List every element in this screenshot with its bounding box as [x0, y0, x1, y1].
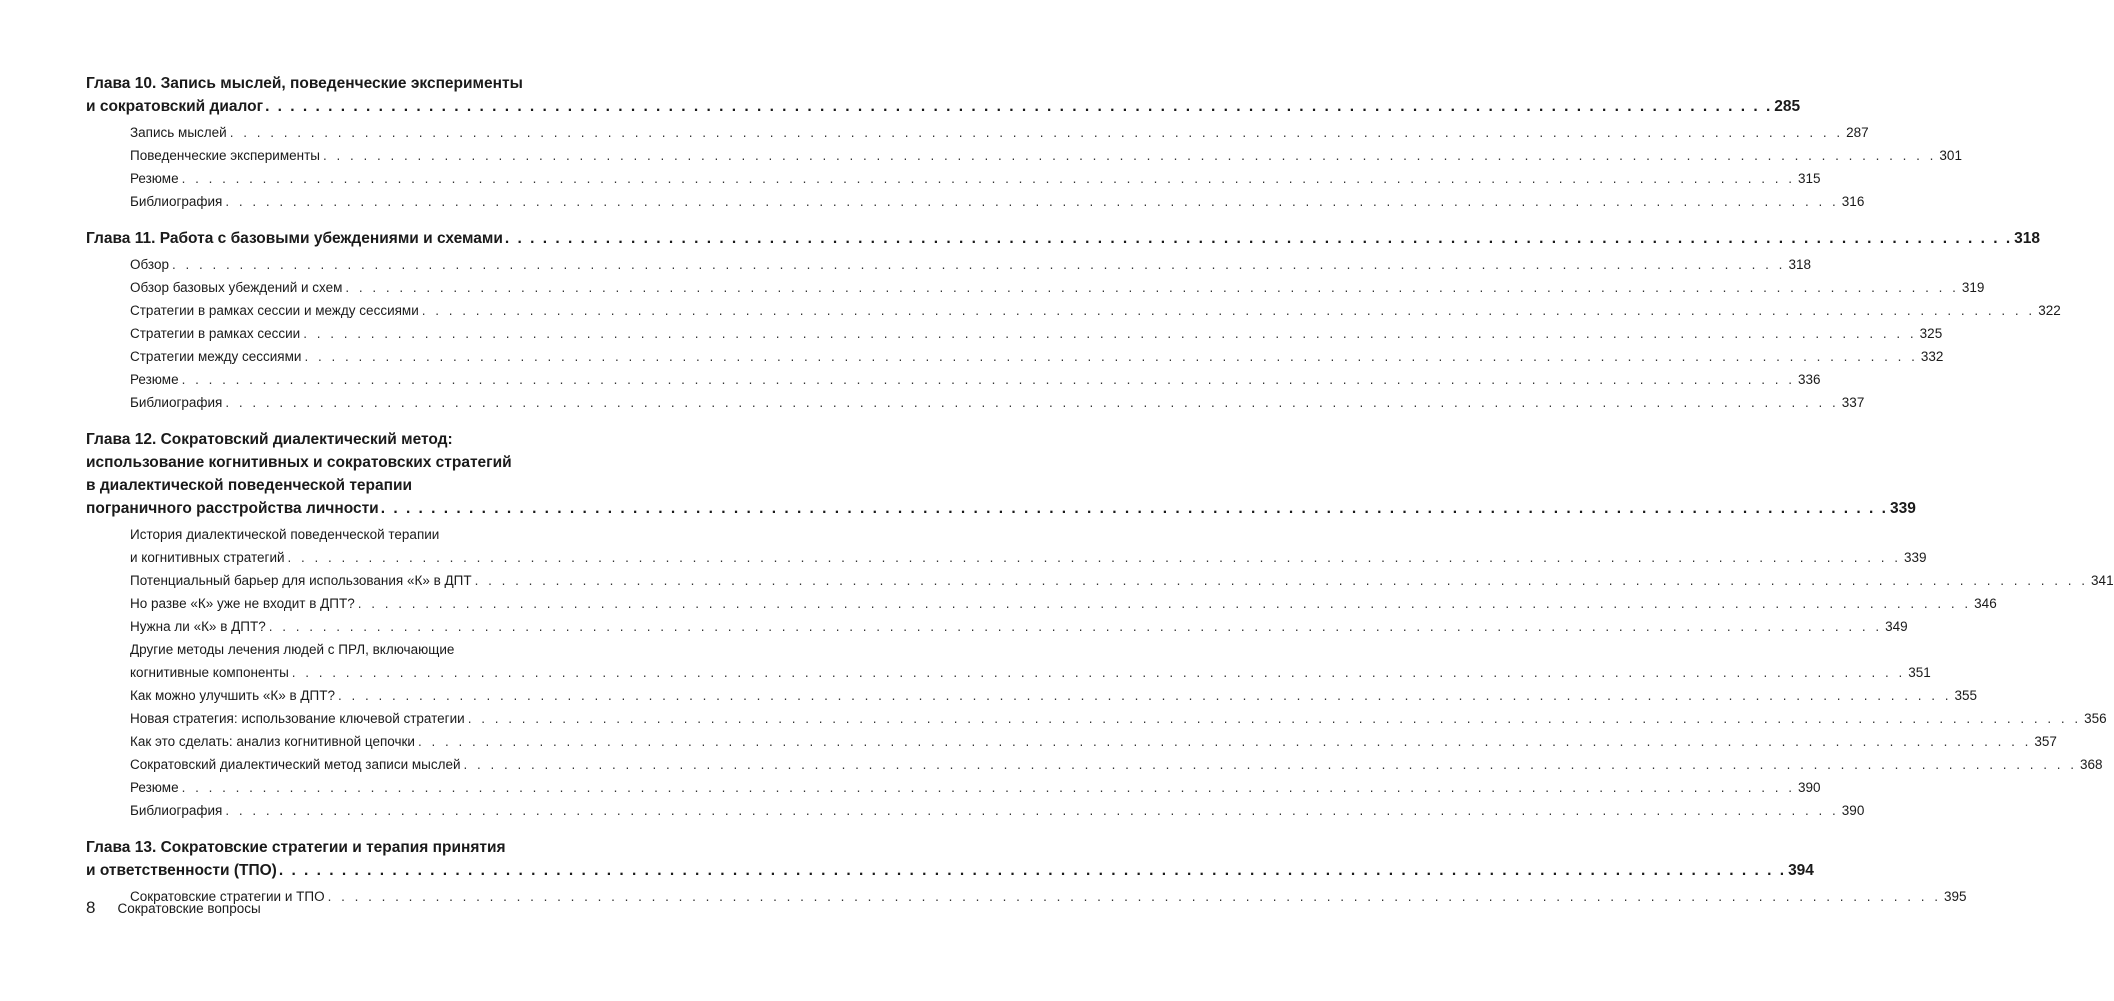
entry-title-text: Сократовский диалектический метод записи мыслей — [130, 757, 461, 772]
entry-page-number: 339 — [1903, 550, 1927, 565]
toc-entry — [130, 799, 1865, 822]
chapter-page-number: 339 — [1889, 500, 1916, 517]
entry-title-text: Обзор — [130, 257, 169, 272]
entry-page-number: 346 — [1974, 596, 1997, 611]
dot-leader: . . . . . . . . . . . . . . . . . . . . . . . . . . . . . . . . . . . . . . . . . . . . . . . . . . . . . . . . . . . . . . . . . . . . . . . . . . . . . . . . . . . . . . . . . . . . . . . . . . . . . . . . . . . . . . . . . . . . . . . . — [265, 98, 1773, 115]
toc-entry — [130, 276, 1985, 299]
chapter-page-number: 318 — [2014, 230, 2041, 247]
entry-page-number: 357 — [2034, 734, 2057, 749]
entry-page-number: 351 — [1908, 665, 1931, 680]
entry-page-number: 332 — [1920, 349, 1944, 364]
toc-entry — [130, 730, 2057, 753]
dot-leader: . . . . . . . . . . . . . . . . . . . . . . . . . . . . . . . . . . . . . . . . . . . . . . . . . . . . . . . . . . . . . . . . . . . . . . . . . . . . . . . . . . . . . . . . . . . . . . . . . . . . . . . . . . . . . . . . . . . . . . . . — [474, 573, 2089, 588]
entry-page-number: 287 — [1846, 125, 1869, 140]
toc-entry — [130, 776, 1821, 799]
dot-leader: . . . . . . . . . . . . . . . . . . . . . . . . . . . . . . . . . . . . . . . . . . . . . . . . . . . . . . . . . . . . . . . . . . . . . . . . . . . . . . . . . . . . . . . . . . . . . . . . . . . . . . . . . . . . . . . . . . . . . . . . — [357, 596, 1972, 611]
entry-title-text: Сократовские стратегии и ТПО — [130, 889, 325, 904]
entry-title-row — [130, 167, 1821, 190]
entry-title-row — [130, 322, 1943, 345]
entry-title-text: Библиография — [130, 395, 223, 410]
chapter-title-line: Глава 10. Запись мыслей, поведенческие эксперименты — [86, 75, 523, 92]
dot-leader: . . . . . . . . . . . . . . . . . . . . . . . . . . . . . . . . . . . . . . . . . . . . . . . . . . . . . . . . . . . . . . . . . . . . . . . . . . . . . . . . . . . . . . . . . . . . . . . . . . . . . . . . . . . . . . . . . . . . . . . . — [229, 125, 1844, 140]
page-number: 8 — [86, 898, 96, 917]
entry-title-text: Библиография — [130, 803, 223, 818]
entry-title-row — [130, 684, 1977, 707]
dot-leader: . . . . . . . . . . . . . . . . . . . . . . . . . . . . . . . . . . . . . . . . . . . . . . . . . . . . . . . . . . . . . . . . . . . . . . . . . . . . . . . . . . . . . . . . . . . . . . . . . . . . . . . . . . . . . . . . . . . . . . . . — [338, 688, 1952, 703]
entry-page-number: 319 — [1961, 280, 1985, 295]
toc-entry — [130, 615, 1908, 638]
dot-leader: . . . . . . . . . . . . . . . . . . . . . . . . . . . . . . . . . . . . . . . . . . . . . . . . . . . . . . . . . . . . . . . . . . . . . . . . . . . . . . . . . . . . . . . . . . . . . . . . . . . . . . . . . . . . . . . . . . . . . . . . — [278, 862, 1787, 879]
entry-page-number: 337 — [1841, 395, 1865, 410]
toc-entry — [130, 638, 1931, 684]
chapter-title-row — [86, 95, 1801, 118]
chapter-title-row — [86, 859, 1814, 882]
chapter-title-line: использование когнитивных и сократовских стратегий — [86, 454, 512, 471]
toc-entry — [130, 592, 1997, 615]
entry-page-number: 356 — [2084, 711, 2107, 726]
dot-leader: . . . . . . . . . . . . . . . . . . . . . . . . . . . . . . . . . . . . . . . . . . . . . . . . . . . . . . . . . . . . . . . . . . . . . . . . . . . . . . . . . . . . . . . . . . . . . . . . . . . . . . . . . . . . . . . . . . . . . . . . — [380, 500, 1888, 517]
section-list — [130, 523, 2114, 822]
entry-title-row — [130, 144, 1962, 167]
entry-title-row — [130, 799, 1865, 822]
entry-page-number: 349 — [1885, 619, 1908, 634]
entry-page-number: 390 — [1841, 803, 1865, 818]
entry-title-text: Стратегии в рамках сессии — [130, 326, 301, 341]
entry-page-number: 315 — [1798, 171, 1821, 186]
chapter-title-text: Глава 11. Работа с базовыми убеждениями и схемами — [86, 230, 503, 247]
chapter-title-line: Глава 13. Сократовские стратегии и терапия принятия — [86, 839, 506, 856]
entry-title-row — [130, 345, 1944, 368]
entry-title-row — [130, 391, 1865, 414]
section-list — [130, 121, 1962, 213]
dot-leader: . . . . . . . . . . . . . . . . . . . . . . . . . . . . . . . . . . . . . . . . . . . . . . . . . . . . . . . . . . . . . . . . . . . . . . . . . . . . . . . . . . . . . . . . . . . . . . . . . . . . . . . . . . . . . . . . . . . . . . . . — [225, 194, 1839, 209]
dot-leader: . . . . . . . . . . . . . . . . . . . . . . . . . . . . . . . . . . . . . . . . . . . . . . . . . . . . . . . . . . . . . . . . . . . . . . . . . . . . . . . . . . . . . . . . . . . . . . . . . . . . . . . . . . . . . . . . . . . . . . . . — [181, 171, 1796, 186]
toc-chapter — [86, 72, 1962, 213]
toc-entry — [130, 391, 1865, 414]
chapter-page-number: 285 — [1774, 98, 1801, 115]
toc-chapter — [86, 428, 2114, 822]
dot-leader: . . . . . . . . . . . . . . . . . . . . . . . . . . . . . . . . . . . . . . . . . . . . . . . . . . . . . . . . . . . . . . . . . . . . . . . . . . . . . . . . . . . . . . . . . . . . . . . . . . . . . . . . . . . . . . . . . . . . . . . . — [463, 757, 2077, 772]
toc-entry — [130, 345, 1944, 368]
dot-leader: . . . . . . . . . . . . . . . . . . . . . . . . . . . . . . . . . . . . . . . . . . . . . . . . . . . . . . . . . . . . . . . . . . . . . . . . . . . . . . . . . . . . . . . . . . . . . . . . . . . . . . . . . . . . . . . . . . . . . . . . — [322, 148, 1937, 163]
section-list — [130, 253, 2061, 414]
entry-title-text: Как это сделать: анализ когнитивной цепочки — [130, 734, 415, 749]
entry-title-line: Другие методы лечения людей с ПРЛ, включающие — [130, 642, 455, 657]
toc-entry — [130, 121, 1869, 144]
entry-title-text: Обзор базовых убеждений и схем — [130, 280, 343, 295]
chapter-title-line: Глава 12. Сократовский диалектический метод: — [86, 431, 453, 448]
entry-title-text: Новая стратегия: использование ключевой стратегии — [130, 711, 465, 726]
entry-page-number: 336 — [1798, 372, 1821, 387]
toc-entry — [130, 368, 1821, 391]
entry-page-number: 301 — [1939, 148, 1962, 163]
entry-page-number: 368 — [2079, 757, 2103, 772]
dot-leader: . . . . . . . . . . . . . . . . . . . . . . . . . . . . . . . . . . . . . . . . . . . . . . . . . . . . . . . . . . . . . . . . . . . . . . . . . . . . . . . . . . . . . . . . . . . . . . . . . . . . . . . . . . . . . . . . . . . . . . . . — [345, 280, 1959, 295]
running-title: Сократовские вопросы — [117, 901, 261, 916]
chapter-title-line: в диалектической поведенческой терапии — [86, 477, 413, 494]
entry-title-row — [130, 569, 2114, 592]
dot-leader: . . . . . . . . . . . . . . . . . . . . . . . . . . . . . . . . . . . . . . . . . . . . . . . . . . . . . . . . . . . . . . . . . . . . . . . . . . . . . . . . . . . . . . . . . . . . . . . . . . . . . . . . . . . . . . . . . . . . . . . . — [304, 349, 1918, 364]
entry-title-row — [130, 190, 1865, 213]
entry-page-number: 325 — [1919, 326, 1943, 341]
entry-title-text: Как можно улучшить «К» в ДПТ? — [130, 688, 336, 703]
dot-leader: . . . . . . . . . . . . . . . . . . . . . . . . . . . . . . . . . . . . . . . . . . . . . . . . . . . . . . . . . . . . . . . . . . . . . . . . . . . . . . . . . . . . . . . . . . . . . . . . . . . . . . . . . . . . . . . . . . . . . . . . — [504, 230, 2013, 247]
toc-entry — [130, 299, 2061, 322]
entry-title-row — [130, 368, 1821, 391]
chapter-title-row — [86, 497, 1916, 520]
toc-entry — [130, 190, 1865, 213]
chapter-title-text: и сократовский диалог — [86, 98, 264, 115]
entry-title-row — [130, 707, 2107, 730]
dot-leader: . . . . . . . . . . . . . . . . . . . . . . . . . . . . . . . . . . . . . . . . . . . . . . . . . . . . . . . . . . . . . . . . . . . . . . . . . . . . . . . . . . . . . . . . . . . . . . . . . . . . . . . . . . . . . . . . . . . . . . . . — [421, 303, 2036, 318]
entry-title-row — [130, 753, 2103, 776]
entry-title-row — [130, 615, 1908, 638]
toc-entry — [130, 569, 2114, 592]
entry-title-row — [130, 253, 1811, 276]
dot-leader: . . . . . . . . . . . . . . . . . . . . . . . . . . . . . . . . . . . . . . . . . . . . . . . . . . . . . . . . . . . . . . . . . . . . . . . . . . . . . . . . . . . . . . . . . . . . . . . . . . . . . . . . . . . . . . . . . . . . . . . . — [172, 257, 1786, 272]
toc-entry — [130, 144, 1962, 167]
dot-leader: . . . . . . . . . . . . . . . . . . . . . . . . . . . . . . . . . . . . . . . . . . . . . . . . . . . . . . . . . . . . . . . . . . . . . . . . . . . . . . . . . . . . . . . . . . . . . . . . . . . . . . . . . . . . . . . . . . . . . . . . — [268, 619, 1883, 634]
entry-title-row — [130, 776, 1821, 799]
chapter-page-number: 394 — [1788, 862, 1814, 879]
toc-entry — [130, 253, 1811, 276]
toc-entry — [130, 684, 1977, 707]
chapter-title-text: пограничного расстройства личности — [86, 500, 379, 517]
dot-leader: . . . . . . . . . . . . . . . . . . . . . . . . . . . . . . . . . . . . . . . . . . . . . . . . . . . . . . . . . . . . . . . . . . . . . . . . . . . . . . . . . . . . . . . . . . . . . . . . . . . . . . . . . . . . . . . . . . . . . . . . — [181, 372, 1796, 387]
entry-title-text: когнитивные компоненты — [130, 665, 289, 680]
entry-title-row — [130, 592, 1997, 615]
entry-title-row — [130, 276, 1985, 299]
entry-page-number: 395 — [1944, 889, 1967, 904]
toc-entry — [130, 167, 1821, 190]
entry-page-number: 355 — [1954, 688, 1977, 703]
dot-leader: . . . . . . . . . . . . . . . . . . . . . . . . . . . . . . . . . . . . . . . . . . . . . . . . . . . . . . . . . . . . . . . . . . . . . . . . . . . . . . . . . . . . . . . . . . . . . . . . . . . . . . . . . . . . . . . . . . . . . . . . — [181, 780, 1796, 795]
dot-leader: . . . . . . . . . . . . . . . . . . . . . . . . . . . . . . . . . . . . . . . . . . . . . . . . . . . . . . . . . . . . . . . . . . . . . . . . . . . . . . . . . . . . . . . . . . . . . . . . . . . . . . . . . . . . . . . . . . . . . . . . — [417, 734, 2032, 749]
entry-title-row — [130, 661, 1931, 684]
entry-title-row — [130, 121, 1869, 144]
page-footer — [86, 898, 261, 918]
entry-page-number: 316 — [1841, 194, 1865, 209]
toc-entry — [130, 322, 1943, 345]
dot-leader: . . . . . . . . . . . . . . . . . . . . . . . . . . . . . . . . . . . . . . . . . . . . . . . . . . . . . . . . . . . . . . . . . . . . . . . . . . . . . . . . . . . . . . . . . . . . . . . . . . . . . . . . . . . . . . . . . . . . . . . . — [291, 665, 1906, 680]
chapter-title-row — [86, 227, 2041, 250]
entry-title-text: Потенциальный барьер для использования «К» в ДПТ — [130, 573, 472, 588]
entry-page-number: 390 — [1798, 780, 1821, 795]
table-of-contents — [86, 72, 2114, 922]
dot-leader: . . . . . . . . . . . . . . . . . . . . . . . . . . . . . . . . . . . . . . . . . . . . . . . . . . . . . . . . . . . . . . . . . . . . . . . . . . . . . . . . . . . . . . . . . . . . . . . . . . . . . . . . . . . . . . . . . . . . . . . . — [303, 326, 1917, 341]
entry-page-number: 318 — [1788, 257, 1811, 272]
entry-page-number: 322 — [2038, 303, 2061, 318]
entry-title-text: Резюме — [130, 780, 179, 795]
entry-title-text: Резюме — [130, 171, 179, 186]
entry-title-row — [130, 546, 1927, 569]
toc-entry — [130, 753, 2103, 776]
entry-title-text: Поведенческие эксперименты — [130, 148, 320, 163]
toc-entry — [130, 707, 2107, 730]
dot-leader: . . . . . . . . . . . . . . . . . . . . . . . . . . . . . . . . . . . . . . . . . . . . . . . . . . . . . . . . . . . . . . . . . . . . . . . . . . . . . . . . . . . . . . . . . . . . . . . . . . . . . . . . . . . . . . . . . . . . . . . . — [467, 711, 2082, 726]
dot-leader: . . . . . . . . . . . . . . . . . . . . . . . . . . . . . . . . . . . . . . . . . . . . . . . . . . . . . . . . . . . . . . . . . . . . . . . . . . . . . . . . . . . . . . . . . . . . . . . . . . . . . . . . . . . . . . . . . . . . . . . . — [327, 889, 1942, 904]
dot-leader: . . . . . . . . . . . . . . . . . . . . . . . . . . . . . . . . . . . . . . . . . . . . . . . . . . . . . . . . . . . . . . . . . . . . . . . . . . . . . . . . . . . . . . . . . . . . . . . . . . . . . . . . . . . . . . . . . . . . . . . . — [225, 395, 1839, 410]
entry-title-text: Стратегии в рамках сессии и между сессиями — [130, 303, 419, 318]
entry-title-text: Но разве «К» уже не входит в ДПТ? — [130, 596, 355, 611]
entry-page-number: 341 — [2091, 573, 2114, 588]
entry-title-row — [130, 299, 2061, 322]
entry-title-text: Стратегии между сессиями — [130, 349, 302, 364]
toc-chapter — [86, 227, 2061, 414]
entry-title-text: Резюме — [130, 372, 179, 387]
entry-title-text: Библиография — [130, 194, 223, 209]
dot-leader: . . . . . . . . . . . . . . . . . . . . . . . . . . . . . . . . . . . . . . . . . . . . . . . . . . . . . . . . . . . . . . . . . . . . . . . . . . . . . . . . . . . . . . . . . . . . . . . . . . . . . . . . . . . . . . . . . . . . . . . . — [287, 550, 1901, 565]
entry-title-row — [130, 730, 2057, 753]
entry-title-text: Запись мыслей — [130, 125, 227, 140]
entry-title-text: Нужна ли «К» в ДПТ? — [130, 619, 266, 634]
toc-entry — [130, 523, 1927, 569]
entry-title-text: и когнитивных стратегий — [130, 550, 285, 565]
dot-leader: . . . . . . . . . . . . . . . . . . . . . . . . . . . . . . . . . . . . . . . . . . . . . . . . . . . . . . . . . . . . . . . . . . . . . . . . . . . . . . . . . . . . . . . . . . . . . . . . . . . . . . . . . . . . . . . . . . . . . . . . — [225, 803, 1839, 818]
chapter-title-text: и ответственности (ТПО) — [86, 862, 277, 879]
entry-title-line: История диалектической поведенческой терапии — [130, 527, 440, 542]
